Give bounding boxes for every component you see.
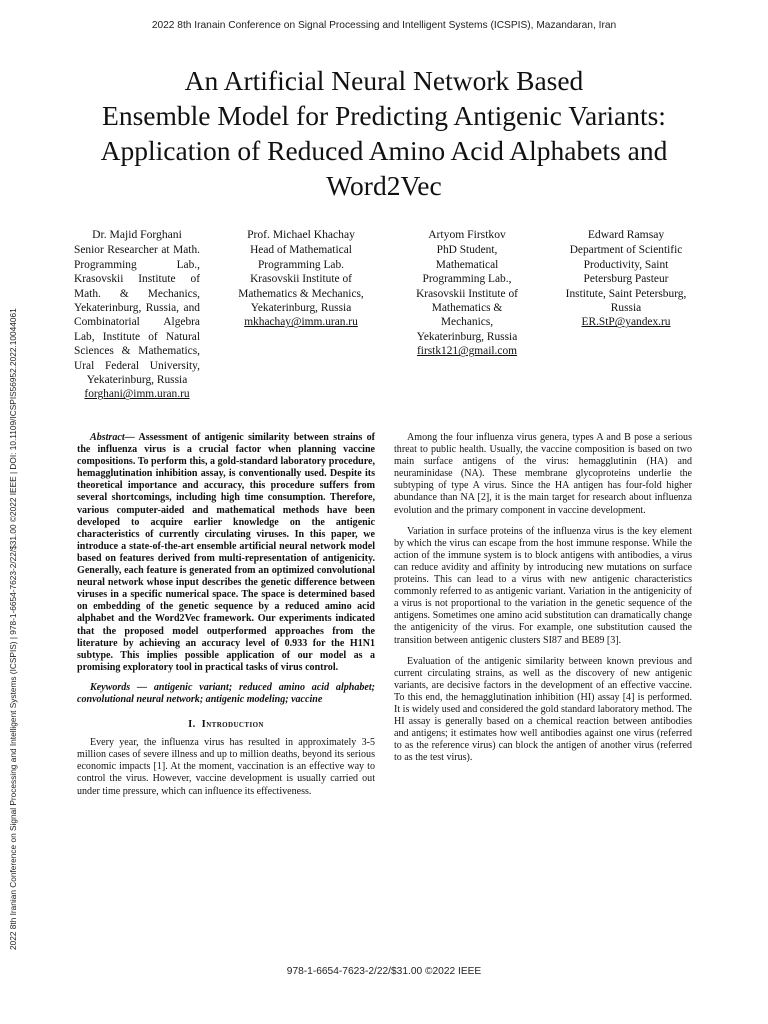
abstract-label: Abstract: [90, 432, 125, 443]
author-khachay: [236, 228, 366, 330]
author-forghani: [74, 228, 200, 402]
author-affiliation: Senior Researcher at Math. Programming Lab., Krasovskii Institute of Math. & Mechanics, Yekaterinburg, Russia, and Combinatorial Algebra Lab, Institute of Natural Sciences & Mathematics, Ural Federal University, Yekaterinburg, Russia: [74, 244, 200, 387]
keywords: Keywords — antigenic variant; reduced amino acid alphabet; convolutional neural network; antigenic modeling; vaccine: [77, 681, 375, 705]
title-line: Ensemble Model for Predicting Antigenic Variants:: [102, 100, 666, 131]
author-email[interactable]: firstk121@gmail.com: [416, 345, 518, 358]
body-paragraph: Evaluation of the antigenic similarity between known previous and current circulating strains, as well as the discovery of new antigenic variants, are decisive factors in the development of an effective vaccine. To this end, the hemagglutination inhibition (HI) assay [4] is performed. It is widely used and considered the gold standard laboratory method. The HI assay is generally based on a chemical reaction between antibodies and antigens; it estimates how well antibodies against one virus (referred to as the reference virus) can block the antigen of another virus (referred to as the test virus).: [394, 655, 692, 764]
author-name: Prof. Michael Khachay: [247, 228, 355, 241]
section-title: Introduction: [201, 719, 264, 731]
author-email[interactable]: ER.StP@yandex.ru: [581, 316, 671, 329]
title-line: Word2Vec: [326, 170, 442, 201]
body-paragraph: Among the four influenza virus genera, types A and B pose a serious threat to public health. Usually, the vaccine composition is based on two main surface antigens of the virus: hemagglutinin (HA) and neuraminidase (NA). These membrane glycoproteins underlie the subtyping of type A virus. Since the HA antigen has four-fold higher abundance than NA [2], it is the main target for research about influenza evolution and the primary component in vaccine development.: [394, 432, 692, 516]
conference-header: 2022 8th Iranain Conference on Signal Processing and Intelligent Systems (ICSPIS), Mazandaran, Iran: [151, 20, 617, 31]
abstract-dash: —: [124, 432, 139, 443]
title-line: Application of Reduced Amino Acid Alphabets and: [100, 135, 668, 166]
section-number: I.: [188, 719, 196, 731]
author-name: Dr. Majid Forghani: [92, 228, 182, 241]
author-ramsay: [564, 228, 688, 330]
body-paragraph: Every year, the influenza virus has resulted in approximately 3-5 million cases of severe illness and up to million deaths, beyond its serious economic impacts [1]. At the moment, vaccination is an effective way to control the virus. However, vaccine development is usually carried out under time pressure, which can influence its effectiveness.: [77, 737, 375, 797]
side-doi-strip: 2022 8th Iranian Conference on Signal Processing and Intelligent Systems (ICSPIS) | 978-1-6654-7623-2/22/$31.00 ©2022 IEEE | DOI: 10.1109/ICSPIS56952.2022.10044061: [8, 308, 18, 950]
body-paragraph: Variation in surface proteins of the influenza virus is the key element by which the virus can escape from the host immune response. While the action of the immune system is to block antigens with antibodies, a virus can reduce avidity and affinity by introducing new mutations on surface proteins. This can lead to a virus with new antigenic characteristics commonly referred to as antigenic variant. Variation in the antigenicity of a virus is not proportional to the variation in the genetic sequence of the antigens. Sometimes one amino acid substitution can dramatically change the antigenicity of the virus. For example, one substitution caused the transition between antigenic clusters SI87 and BE89 [3].: [394, 525, 692, 646]
author-affiliation: PhD Student, Mathematical Programming Lab., Krasovskii Institute of Mathematics & Mechanics, Yekaterinburg, Russia: [416, 244, 518, 343]
author-email[interactable]: forghani@imm.uran.ru: [84, 388, 190, 401]
paper-title: [40, 63, 728, 203]
page-footer: 978-1-6654-7623-2/22/$31.00 ©2022 IEEE: [286, 966, 482, 977]
left-column: [77, 432, 375, 798]
author-block: [70, 228, 710, 428]
title-line: An Artificial Neural Network Based: [184, 65, 584, 96]
author-firstkov: [408, 228, 526, 359]
author-name: Edward Ramsay: [587, 228, 665, 241]
right-column: [394, 432, 692, 773]
author-email[interactable]: mkhachay@imm.uran.ru: [244, 316, 358, 329]
author-affiliation: Department of Scientific Productivity, Saint Petersburg Pasteur Institute, Saint Petersburg, Russia: [565, 244, 687, 315]
abstract-text: Assessment of antigenic similarity between strains of the influenza virus is a crucial factor when planning vaccine compositions. To perform this, a gold-standard laboratory procedure, hemagglutination inhibition assay, is conventionally used. Despite its theoretical importance and accuracy, this procedure suffers from several shortcomings, including high time consumption. Therefore, various computer-aided and mathematical methods have been developed to acquire earlier knowledge on the antigenic characteristics of currently circulating viruses. In this paper, we introduce a state-of-the-art ensemble artificial neural network model based on features derived from multi-representation of antigenicity. Generally, each feature is generated from an optimized convolutional neural network whose input describes the genetic difference between viruses in a specific numerical space. The space is determined based on embedding of the genetic sequence by a reduced amino acid alphabet and the Word2Vec framework. Our experiments indicated that the proposed model outperformed approaches from the literature by achieving an accuracy level of 0.933 for the H1N1 subtype. This implies possible application of our model as a promising exploratory tool in practical tasks of virus control.: [77, 432, 375, 673]
section-heading: [77, 719, 375, 731]
abstract: [77, 432, 375, 674]
author-affiliation: Head of Mathematical Programming Lab. Krasovskii Institute of Mathematics & Mechanics, Yekaterinburg, Russia: [238, 244, 364, 315]
author-name: Artyom Firstkov: [428, 228, 506, 241]
